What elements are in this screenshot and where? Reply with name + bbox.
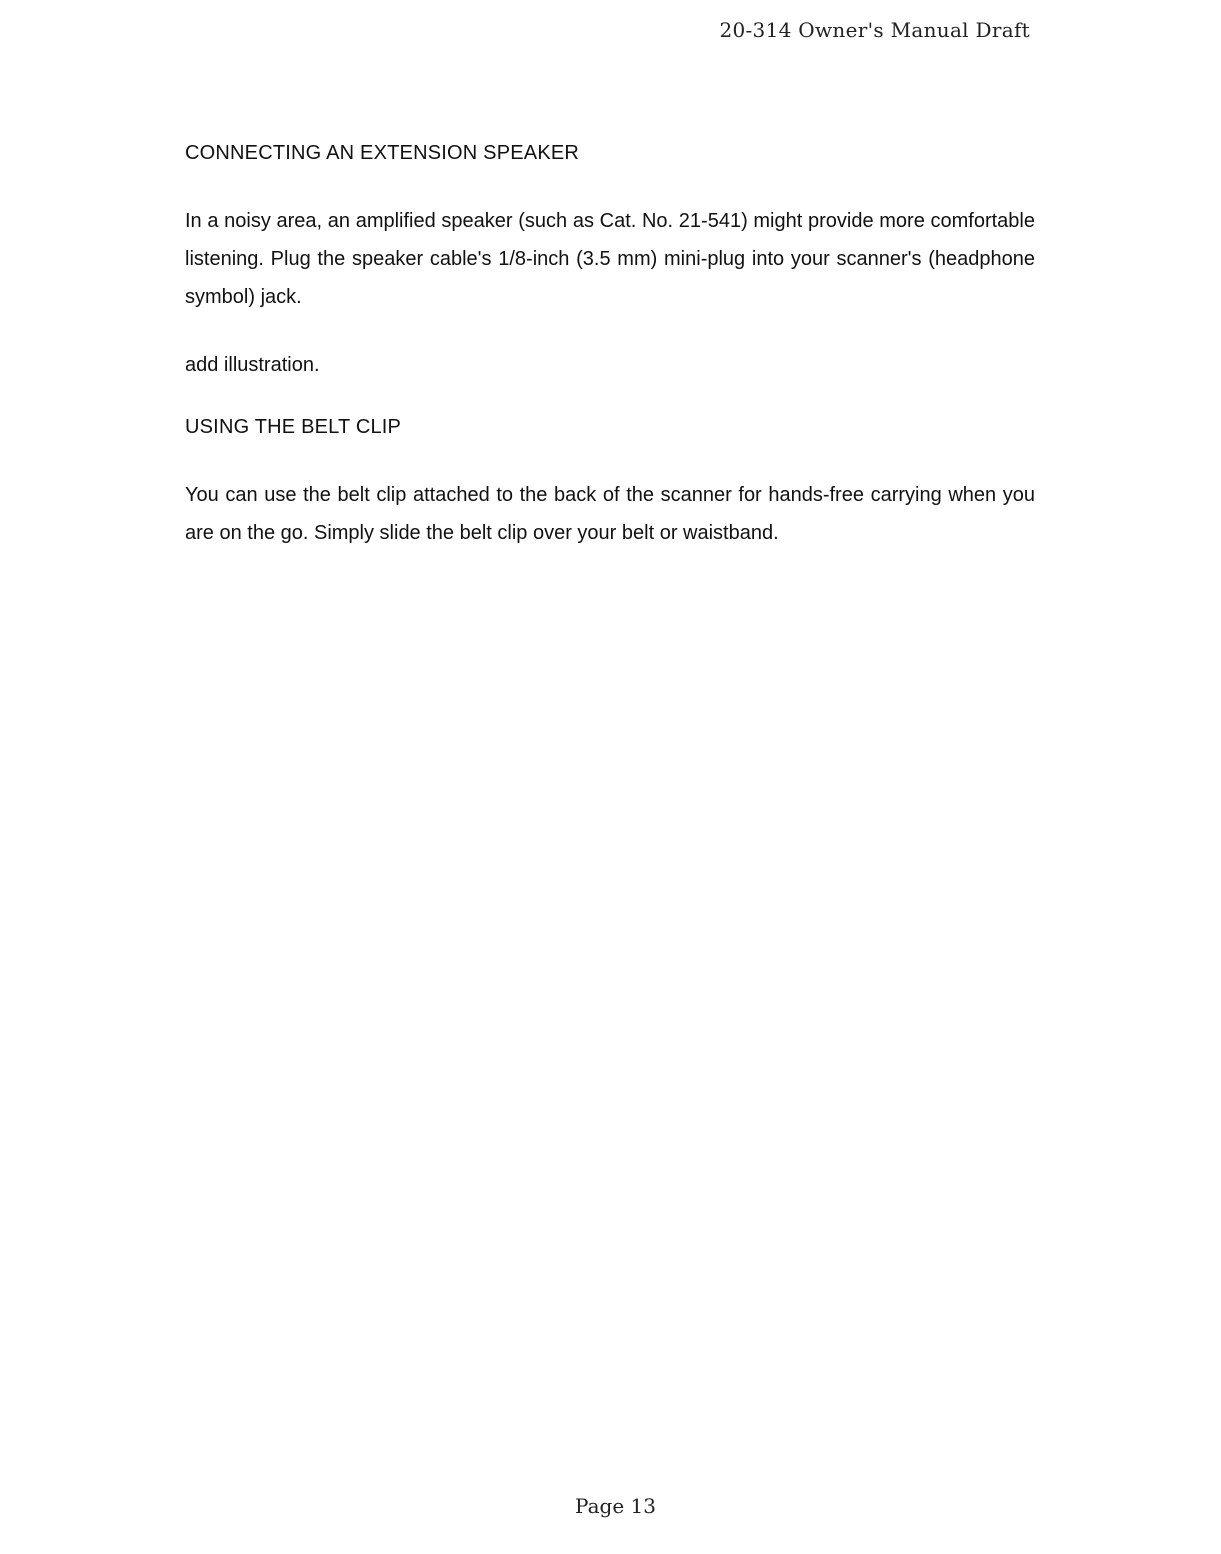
running-header: 20-314 Owner's Manual Draft [719, 18, 1030, 42]
editor-note: add illustration. [185, 354, 320, 376]
paragraph-extension-speaker: In a noisy area, an amplified speaker (such as Cat. No. 21-541) might provide more comfortable listening. Plug the speaker cable's 1/8-inch (3.5 mm) mini-plug into your scanner's (headphone symbol) jack. [185, 210, 1035, 308]
section-heading-extension-speaker: CONNECTING AN EXTENSION SPEAKER [185, 142, 580, 164]
document-body [185, 140, 1035, 588]
section-heading-belt-clip: USING THE BELT CLIP [185, 416, 402, 438]
page-number: Page 13 [575, 1494, 656, 1518]
paragraph-belt-clip: You can use the belt clip attached to the back of the scanner for hands-free carrying when you are on the go. Simply slide the belt clip over your belt or waistband. [185, 484, 1035, 544]
